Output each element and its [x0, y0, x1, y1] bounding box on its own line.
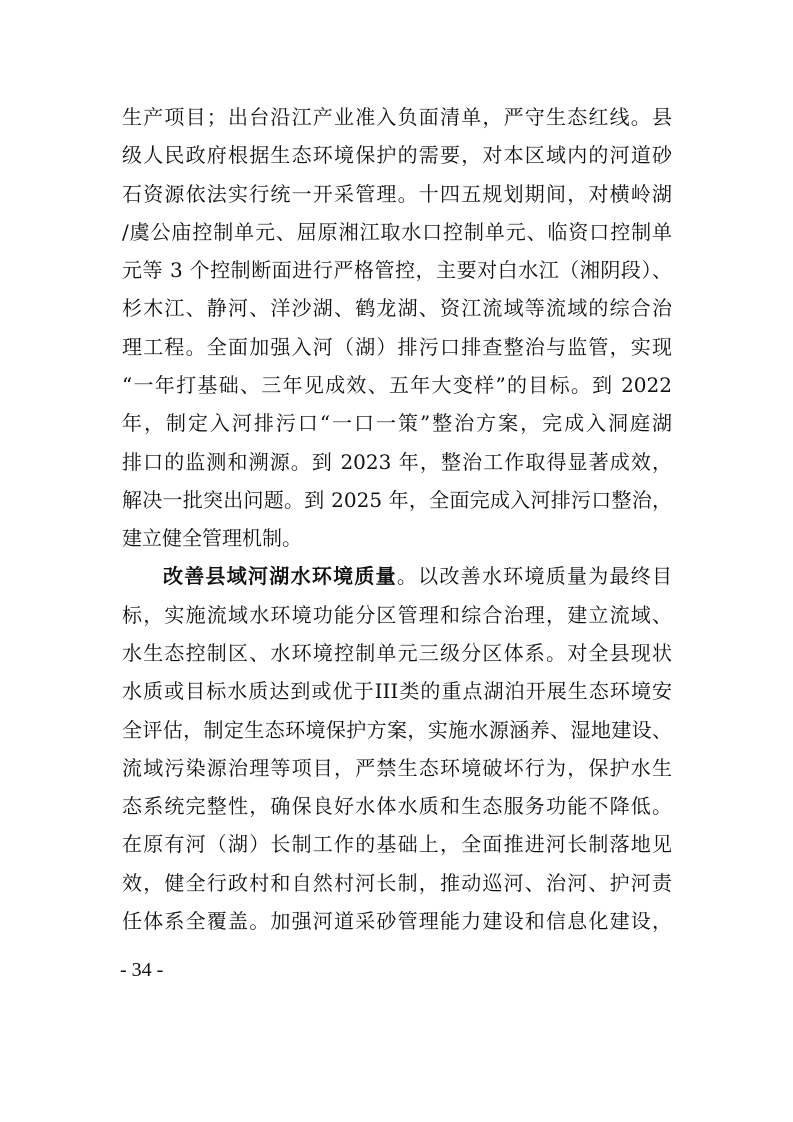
paragraph-2-line-3: 水生态控制区、水环境控制单元三级分区体系。对全县现状: [122, 640, 672, 665]
paragraph-2-line-10: 任体系全覆盖。加强河道采砂管理能力建设和信息化建设，: [122, 908, 672, 933]
paragraph-1: [122, 98, 672, 557]
paragraph-2-line-6: 流域污染源治理等项目，严禁生态环境破坏行为，保护水生: [122, 755, 672, 780]
paragraph-1-line-1: 生产项目；出台沿江产业准入负面清单，严守生态红线。县: [122, 105, 672, 129]
paragraph-1-line-7: 理工程。全面加强入河（湖）排污口排查整治与监管，实现: [122, 334, 672, 359]
page-number: - 34 -: [120, 959, 164, 981]
paragraph-1-line-8: “一年打基础、三年见成效、五年大变样”的目标。到 2022: [122, 372, 672, 397]
paragraph-2-line-9: 效，健全行政村和自然村河长制，推动巡河、治河、护河责: [122, 870, 672, 895]
paragraph-1-line-4: /虞公庙控制单元、屈原湘江取水口控制单元、临资口控制单: [122, 219, 672, 244]
paragraph-1-line-3: 石资源依法实行统一开采管理。十四五规划期间，对横岭湖: [122, 181, 672, 206]
body-text: [122, 98, 672, 940]
paragraph-2: [122, 557, 672, 940]
paragraph-2-line-1: [122, 557, 672, 595]
paragraph-2-line-2: 标，实施流域水环境功能分区管理和综合治理，建立流域、: [122, 602, 672, 627]
paragraph-2-line-8: 在原有河（湖）长制工作的基础上，全面推进河长制落地见: [122, 832, 672, 857]
paragraph-1-line-12: 建立健全管理机制。: [122, 526, 302, 551]
paragraph-1-line-9: 年，制定入河排污口“一口一策”整治方案，完成入洞庭湖: [122, 411, 672, 436]
paragraph-1-line-6: 杉木江、静河、洋沙湖、鹤龙湖、资江流域等流域的综合治: [122, 296, 672, 321]
paragraph-1-line-11: 解决一批突出问题。到 2025 年，全面完成入河排污口整治，: [122, 487, 672, 512]
section-heading: 改善县域河湖水环境质量: [163, 564, 397, 589]
paragraph-1-line-10: 排口的监测和溯源。到 2023 年，整治工作取得显著成效，: [122, 449, 672, 474]
paragraph-1-line-2: 级人民政府根据生态环境保护的需要，对本区域内的河道砂: [122, 143, 672, 168]
paragraph-2-line-5: 全评估，制定生态环境保护方案，实施水源涵养、湿地建设、: [122, 717, 672, 742]
paragraph-2-line-7: 态系统完整性，确保良好水体水质和生态服务功能不降低。: [122, 794, 672, 819]
paragraph-2-line-4: 水质或目标水质达到或优于III类的重点湖泊开展生态环境安: [122, 679, 672, 704]
paragraph-2-line-1-text: 。以改善水环境质量为最终目: [396, 564, 673, 589]
paragraph-1-line-5: 元等 3 个控制断面进行严格管控，主要对白水江（湘阴段）、: [122, 258, 672, 283]
